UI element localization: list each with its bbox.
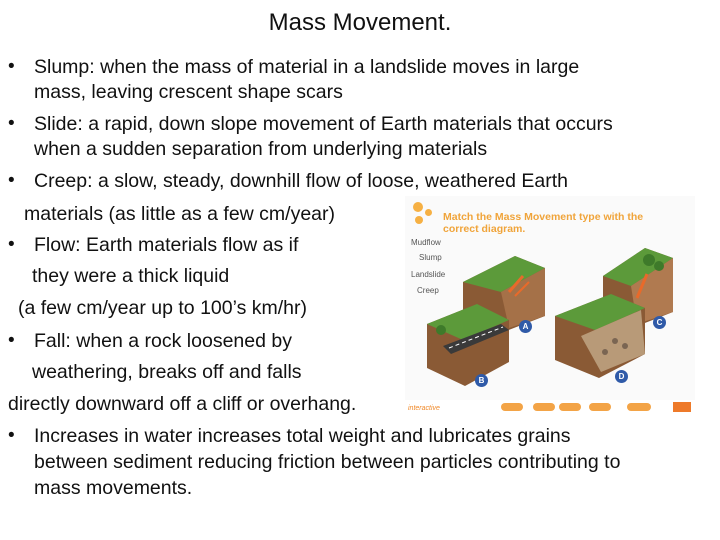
bullet-water-line3: mass movements.	[34, 477, 193, 499]
bullet-fall-line3: directly downward off a cliff or overhang.	[8, 393, 357, 415]
nav-pill-button[interactable]	[559, 403, 581, 411]
bullet-slump-line2: mass, leaving crescent shape scars	[34, 81, 343, 103]
option-slump[interactable]: Slump	[419, 253, 442, 262]
bullet-creep-line1: Creep: a slow, steady, downhill flow of loose, weathered Earth	[34, 170, 569, 192]
bullet-fall-line2: weathering, breaks off and falls	[32, 361, 302, 383]
bullet-water-line1: Increases in water increases total weight and lubricates grains	[34, 425, 571, 447]
bullet-icon: •	[8, 425, 15, 446]
bullet-icon: •	[8, 113, 15, 134]
bullet-slump-line1: Slump: when the mass of material in a landslide moves in large	[34, 56, 580, 78]
bullet-flow-line2: they were a thick liquid	[32, 265, 230, 287]
option-mudflow[interactable]: Mudflow	[411, 238, 441, 247]
nav-pill-button[interactable]	[533, 403, 555, 411]
bullet-water-line2: between sediment reducing friction between particles contributing to	[34, 451, 621, 473]
figure-title-line1: Match the Mass Movement type with the	[443, 211, 644, 223]
slide-title: Mass Movement.	[268, 9, 452, 36]
bullet-icon: •	[8, 330, 15, 351]
option-creep[interactable]: Creep	[417, 286, 439, 295]
diagram-b	[427, 304, 509, 386]
bullet-slide-line1: Slide: a rapid, down slope movement of Earth materials that occurs	[34, 113, 613, 135]
nav-pill-button[interactable]	[589, 403, 611, 411]
bullet-fall-line1: Fall: when a rock loosened by	[34, 330, 292, 352]
landform-diagrams	[405, 196, 695, 414]
nav-pill-button[interactable]	[627, 403, 651, 411]
nav-pill-button[interactable]	[501, 403, 523, 411]
bullet-slide-line2: when a sudden separation from underlying materials	[34, 138, 488, 160]
bullet-icon: •	[8, 56, 15, 77]
bullet-flow-line3: (a few cm/year up to 100’s km/hr)	[18, 297, 307, 319]
label-d-badge: D	[615, 370, 628, 383]
figure-footer	[405, 400, 695, 414]
mass-movement-figure	[405, 196, 695, 414]
label-b-badge: B	[475, 374, 488, 387]
next-button[interactable]	[673, 402, 691, 412]
bullet-creep-line2: materials (as little as a few cm/year)	[24, 203, 336, 225]
label-c-badge: C	[653, 316, 666, 329]
label-a-badge: A	[519, 320, 532, 333]
bullet-icon: •	[8, 170, 15, 191]
option-landslide[interactable]: Landslide	[411, 270, 446, 279]
bullet-icon: •	[8, 234, 15, 255]
figure-title-line2: correct diagram.	[443, 223, 526, 235]
bullet-flow-line1: Flow: Earth materials flow as if	[34, 234, 299, 256]
interactive-label: interactive	[408, 405, 440, 412]
diagram-d	[555, 294, 645, 378]
